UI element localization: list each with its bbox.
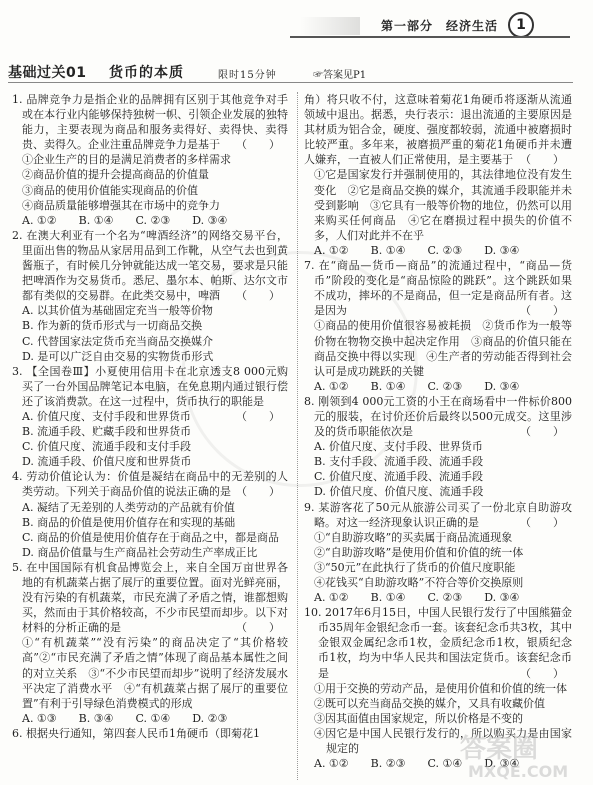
section-title: 基础过关01 (8, 65, 87, 81)
statement-1: ①用于交换的劳动产品，是使用价值和价值的统一体 (314, 681, 567, 695)
question-6-continued (304, 92, 572, 258)
option-b: B. 支付手段、流通手段、流通手段 (314, 455, 484, 469)
option-d: D. 流通手段、价值尺度和世界货币 (22, 455, 192, 469)
left-column (12, 92, 288, 741)
answer-reference: ☞答案见P1 (313, 70, 367, 81)
statements: ①它是国家发行并强制使用的，其法律地位没有发生变化 ②它是商品交换的媒介，其流通手段职能并未受到影响 ③它具有一般等价物的地位，仍然可以用来购买任何商品 ④它在磨损过程中损失的价值不多，人们对此并不在乎 (314, 168, 572, 242)
option-d: D. 商品价值量与生产商品社会劳动生产率成正比 (22, 545, 258, 559)
question-2 (12, 228, 288, 364)
statement-1: ①企业生产的目的是满足消费者的多样需求 (22, 153, 231, 167)
option-c: C. 价值尺度、流通手段和支付手段 (22, 440, 192, 454)
statement-3: ③“50元”在此执行了货币的价值尺度职能 (314, 560, 516, 574)
svg-text:MXQE.COM: MXQE.COM (468, 762, 569, 781)
question-stem: 9. 某游客花了50元从旅游公司买了一份北京自助游攻略。对这一经济现象认识正确的是 (304, 500, 572, 529)
statement-3: ③商品的使用价值能实现商品的价值 (22, 183, 198, 197)
option-d: D. 价值尺度、价值尺度、流通手段 (314, 485, 484, 499)
answer-blank: （ ） (236, 409, 280, 423)
question-8 (304, 394, 572, 500)
page-number: 1 (508, 12, 534, 38)
question-5 (12, 560, 288, 726)
statement-2: ②商品价值的提升会提高商品的价值量 (22, 168, 209, 182)
right-column (304, 92, 572, 771)
statement-4: ④商品质量能够增强其在市场中的竞争力 (22, 198, 220, 212)
question-4 (12, 469, 288, 560)
question-stem: 8. 刚领到4 000元工资的小王在商场看中一件标价800元的服装，在讨价还价后最终以500元成交。这里涉及的货币职能依次是 (304, 394, 572, 439)
option-c: C. 价值尺度、流通手段、流通手段 (314, 470, 484, 484)
header-part: 第一部分 (381, 19, 434, 33)
question-stem: 4. 劳动价值论认为：价值是凝结在商品中的无差别的人类劳动。下列关于商品价值的说法正确的是 (12, 470, 288, 499)
option-a: A. 价值尺度、支付手段和世界货币 (22, 409, 191, 423)
answer-blank: （ ） (520, 666, 564, 680)
statements: ①“有机蔬菜”“没有污染”的商品决定了“其价格较高”②“市民充满了矛盾之情”体现了商品基本属性之间的对立关系 ③“不少市民望而却步”说明了经济发展水平决定了消费水平 ④“有机蔬菜占据了展厅的重要位置”有利于引导绿色消费模式的形成 (22, 636, 288, 710)
answer-choices: A. ①③ B. ③④ C. ①④ D. ②③ (22, 711, 228, 725)
answer-blank: （ ） (520, 515, 564, 529)
question-7 (304, 258, 572, 394)
answer-blank: （ ） (236, 621, 280, 635)
question-stem: 1. 品牌竞争力是指企业的品牌拥有区别于其他竞争对手或在本行业内能够保持独树一帜、引领企业发展的独特能力，主要表现为商品和服务卖得好、卖得快、卖得贵、卖得久。企业注重品牌竞争力是基于 (12, 93, 288, 152)
answer-blank: （ ） (236, 485, 280, 499)
option-c: C. 商品的价值是使用价值存在于商品之中，都是商品 (22, 530, 280, 544)
option-a: A. 价值尺度、支付手段、世界货币 (314, 440, 483, 454)
statements: ①商品的使用价值很容易被耗损 ②货币作为一般等价物在物物交换中起决定作用 ③商品的价值只能在商品交换中得以实现 ④生产者的劳动能否得到社会认可是成功跳跃的关键 (314, 319, 572, 378)
question-1 (12, 92, 288, 228)
question-stem: 3. 【全国卷Ⅲ】小夏使用信用卡在北京透支8 000元购买了一台外国品牌笔记本电脑，在免息期内通过银行偿还了该消费款。在这一过程中，货币执行的职能是 (12, 364, 288, 408)
answer-choices: A. ①② B. ②③ C. ①④ D. ③④ (314, 757, 520, 771)
time-limit: 限时15分钟 (218, 70, 277, 81)
option-a: A. 凝结了无差别的人类劳动的产品就有价值 (22, 500, 235, 514)
section-subtitle: 货币的本质 (109, 65, 184, 81)
statement-2: ②既可以充当商品交换的媒介，又具有收藏价值 (314, 696, 545, 710)
statement-3: ③因其面值由国家规定，所以价格是不变的 (314, 711, 523, 725)
answer-choices: A. ①② B. ①④ C. ②③ D. ③④ (314, 591, 520, 605)
option-c: C. 代替国家法定货币充当商品交换媒介 (22, 334, 214, 348)
header-topic: 经济生活 (446, 19, 499, 33)
statement-2: ②“自助游攻略”是使用价值和价值的统一体 (314, 545, 524, 559)
answer-choices: A. ①② B. ①④ C. ②③ D. ③④ (314, 379, 520, 393)
answer-blank: （ ） (236, 138, 280, 152)
question-3 (12, 364, 288, 470)
column-divider (297, 92, 298, 780)
answer-blank: （ ） (520, 425, 564, 439)
question-stem: 角）将只收不付，这意味着菊花1角硬币将逐渐从流通领域中退出。据悉，央行表示：退出流通的主要原因是其材质为铝合金，硬度、强度都较弱，流通中被磨损时比较严重。多年来，被磨损严重的菊花1角硬币并未遭人嫌弃，一直被人们正常使用，是主要基于 (304, 93, 572, 167)
question-stem: 2. 在澳大利亚有一个名为“啤酒经济”的网络交易平台，里面出售的物品从家居用品到工作靴，从空气去也到黄酱瓶子，有时候几分钟就能达成一笔交易，要求是只能把啤酒作为交易货币。悉尼、墨尔本、帕斯、达尔文市都有类似的交易群。在此类交易中，啤酒 (12, 228, 288, 303)
answer-choices: A. ①② B. ①④ C. ②③ D. ③④ (314, 243, 520, 257)
answer-choices: A. ①② B. ①④ C. ②③ D. ③④ (22, 213, 228, 227)
section-rule (8, 82, 573, 83)
question-stem: 10. 2017年6月15日，中国人民银行发行了中国熊猫金币35周年金银纪念币一套。该套纪念币共3枚，其中金银双金属纪念币1枚，金质纪念币1枚，银质纪念币1枚，均为中华人民共和国法定货币。该套纪念币是 (304, 606, 572, 680)
answer-blank: （ ） (520, 153, 564, 167)
question-6 (12, 726, 288, 741)
question-stem: 6. 根据央行通知，第四套人民币1角硬币（即菊花1 (12, 726, 260, 740)
question-stem: 5. 在中国国际有机食品博览会上，来自全国万亩世界各地的有机蔬菜占据了展厅的重要位置。面对光鲜亮丽，没有污染的有机蔬菜，市民充满了矛盾之情，谁都想购买，然而由于其价格较高，不少市民望而却步。以下对材料的分析正确的是 (12, 560, 288, 635)
option-b: B. 作为新的货币形式与一切商品交换 (22, 319, 203, 333)
option-b: B. 商品的价值是使用价值存在和实现的基础 (22, 515, 236, 529)
svg-text:答案圈: 答案圈 (460, 734, 539, 764)
statement-4: ④花钱买“自助游攻略”不符合等价交换原则 (314, 576, 524, 589)
answer-blank: （ ） (236, 289, 280, 303)
option-a: A. 以其价值为基础固定充当一般等价物 (22, 304, 213, 318)
option-d: D. 是可以广泛自由交易的实物货币形式 (22, 349, 214, 363)
statement-1: ①“自助游攻略”的买卖属于商品流通现象 (314, 530, 513, 544)
header-decor (300, 17, 360, 35)
statement-4: ④因它是中国人民银行发行的，所以购买力是由国家规定的 (314, 726, 572, 756)
question-stem: 7. 在“商品—货币—商品”的流通过程中，“商品—货币”阶段的变化是“商品惊险的跳跃”。这个跳跃如果不成功，摔坏的不是商品，但一定是商品所有者。这是因为 (304, 259, 572, 318)
watermark-logo (452, 727, 587, 783)
option-b: B. 流通手段、贮藏手段和世界货币 (22, 425, 192, 439)
header-rule (290, 36, 570, 38)
answer-blank: （ ） (520, 304, 564, 318)
question-9 (304, 500, 572, 606)
